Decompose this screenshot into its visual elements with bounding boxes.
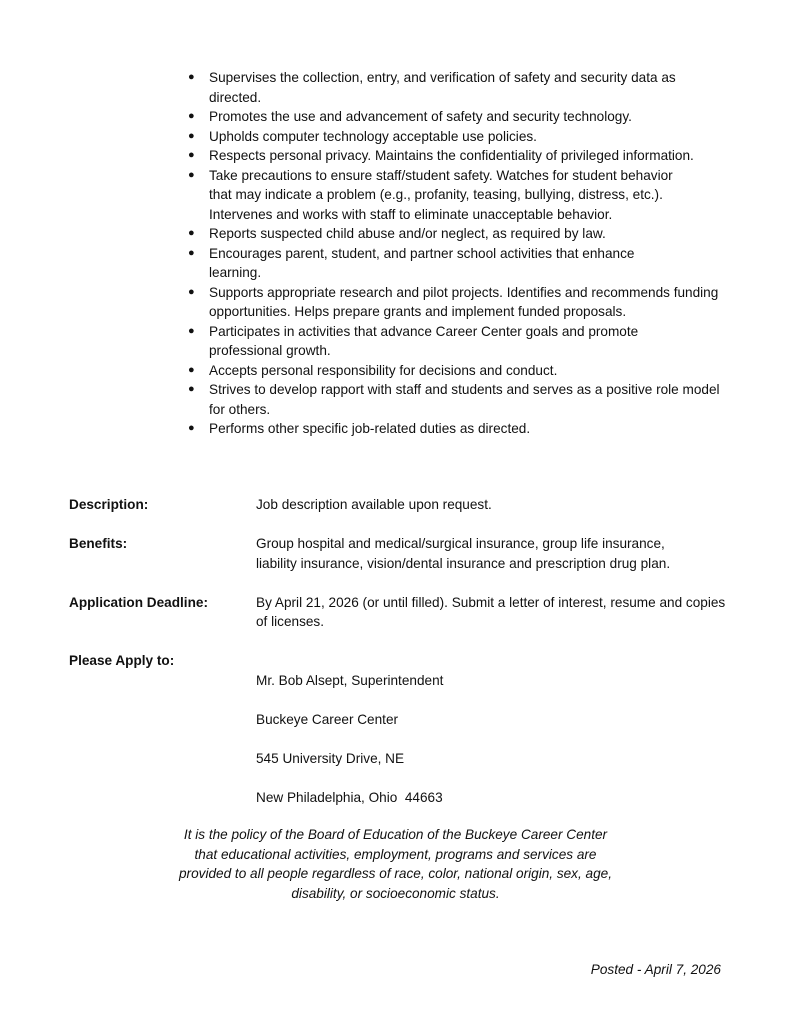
benefits-value: Group hospital and medical/surgical insurance, group life insurance, liability insurance, vision/dental insurance and prescription drug plan. [256,536,671,571]
bullet-icon: ● [188,168,195,181]
posted-date: Posted - April 7, 2026 [590,962,721,977]
list-item [183,166,723,225]
apply-address [256,651,729,827]
duty-text: Upholds computer technology acceptable use policies. [209,128,537,144]
list-item [183,146,723,166]
benefits-label: Benefits: [69,536,128,551]
deadline-label: Application Deadline: [69,594,208,610]
apply-street: 545 University Drive, NE [256,750,405,766]
list-item [183,127,723,147]
description-row [69,495,729,515]
bullet-icon: ● [188,71,195,83]
job-info [69,495,729,846]
duty-text: Reports suspected child abuse and/or neglect, as required by law. [209,226,606,241]
description-label: Description: [69,497,149,512]
deadline-row [69,593,729,632]
duty-text: Respects personal privacy. Maintains the confidentiality of privileged information. [209,148,694,163]
bullet-icon: ● [188,110,195,122]
bullet-icon: ● [188,129,195,142]
policy-line: It is the policy of the Board of Education of the Buckeye Career Center [183,827,608,842]
duty-text: Supports appropriate research and pilot projects. Identifies and recommends funding opportunities. Helps prepare grants and implement funded proposals. [209,284,719,319]
policy-line: provided to all people regardless of race, color, national origin, sex, age, [179,866,612,881]
bullet-icon: ● [188,422,195,434]
apply-row [69,651,729,827]
bullet-icon: ● [188,363,195,376]
list-item [183,419,723,439]
bullet-icon: ● [188,149,195,161]
duty-text: Accepts personal responsibility for decisions and conduct. [209,362,558,378]
list-item [183,322,723,361]
bullet-icon: ● [188,246,195,259]
duties-list [183,68,723,439]
description-value: Job description available upon request. [256,497,492,512]
list-item [183,361,723,381]
duty-text: Performs other specific job-related duties as directed. [209,421,531,436]
benefits-row [69,534,729,573]
bullet-icon: ● [188,383,195,395]
list-item [183,244,723,283]
list-item [183,380,723,419]
duty-text: Participates in activities that advance Career Center goals and promote professional growth. [209,323,639,358]
duty-text: Promotes the use and advancement of safety and security technology. [209,109,632,124]
list-item [183,107,723,127]
list-item [183,68,723,107]
duty-text: Encourages parent, student, and partner school activities that enhance learning. [209,245,635,280]
apply-organization: Buckeye Career Center [256,711,399,727]
list-item [183,224,723,244]
bullet-icon: ● [188,285,195,298]
list-item [183,283,723,322]
bullet-icon: ● [188,324,195,337]
apply-name: Mr. Bob Alsept, Superintendent [256,672,444,688]
duty-text: Take precautions to ensure staff/student safety. Watches for student behavior that may indicate a problem (e.g., profanity, teasing, bullying, distress, etc.). Intervenes and works with staff to eliminate unacceptable behavior. [209,167,673,222]
policy-statement [150,825,641,903]
policy-line: that educational activities, employment, programs and services are [194,846,597,862]
bullet-icon: ● [188,227,195,239]
deadline-value: By April 21, 2026 (or until filled). Submit a letter of interest, resume and copies of licenses. [256,594,726,629]
policy-line: disability, or socioeconomic status. [291,885,500,901]
apply-city: New Philadelphia, Ohio 44663 [256,789,443,805]
duty-text: Supervises the collection, entry, and verification of safety and security data as directed. [209,70,676,105]
apply-label: Please Apply to: [69,653,175,668]
duty-text: Strives to develop rapport with staff and students and serves as a positive role model for others. [209,382,720,417]
